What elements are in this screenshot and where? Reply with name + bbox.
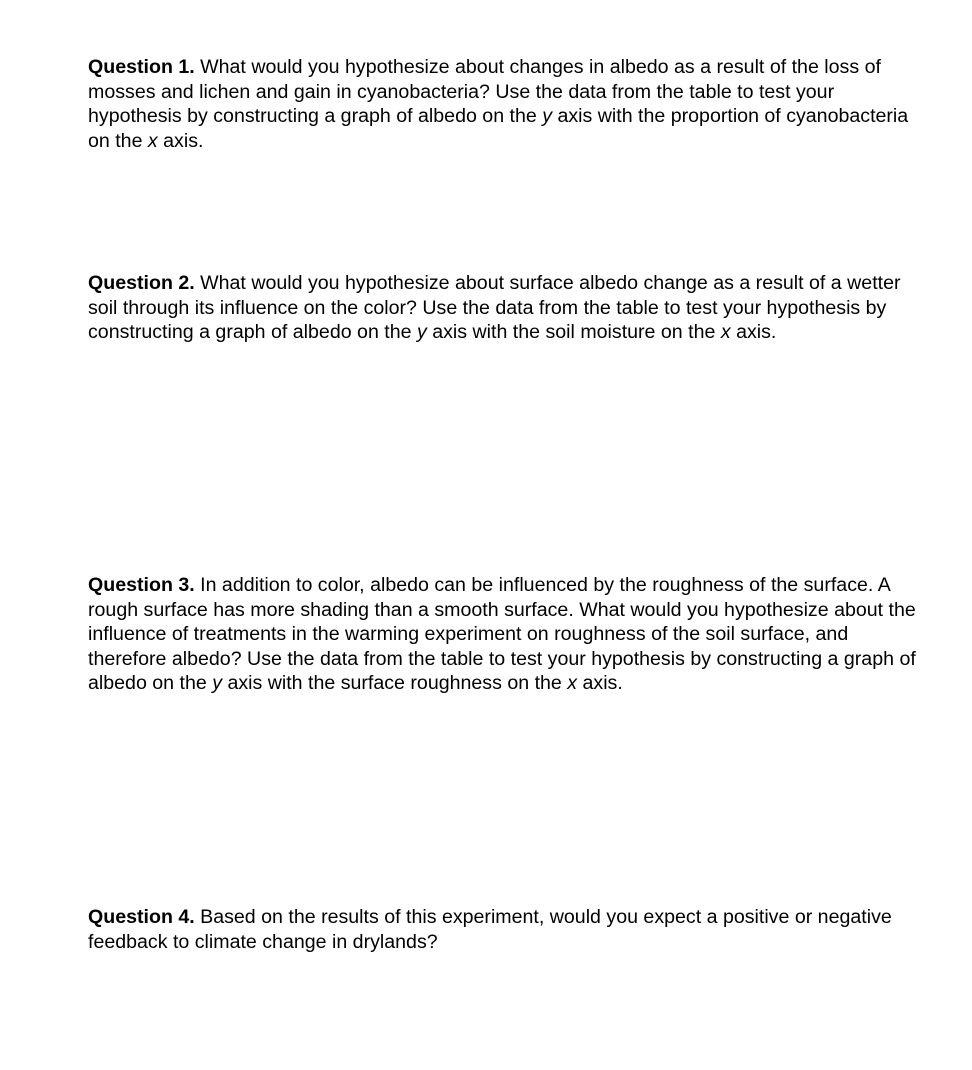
question-4-text: Based on the results of this experiment, would you expect a positive or negative feedback to climate change in drylands? [88,906,892,953]
question-1-label: Question 1. [88,56,195,78]
question-2 [88,271,918,345]
question-1-text: axis. [157,129,204,152]
x-axis-variable: x [720,321,731,343]
question-1 [88,55,918,153]
question-2-text: What would you hypothesize about surface albedo change as a result of a wetter soil through its influence on the color? Use the data from the table to test your hypothesis by constructing a graph of albedo on the [88,272,901,343]
question-2-text: axis with the soil moisture on the [426,321,721,343]
question-2-label: Question 2. [88,272,195,294]
question-3-text: axis. [577,672,623,694]
question-3-label: Question 3. [88,574,195,596]
question-3-text: axis with the surface roughness on the [222,672,568,694]
question-1-text: axis with the proportion of cyanobacteria on the [88,105,909,152]
question-3-text: In addition to color, albedo can be influenced by the roughness of the surface. A rough surface has more shading than a smooth surface. What would you hypothesize about the influence of treatments in the warming experiment on roughness of the soil surface, and therefore albedo? Use the data from the table to test your hypothesis by constructing a graph of albedo on the [88,574,916,694]
question-1-text: What would you hypothesize about changes in albedo as a result of the loss of mosses and lichen and gain in cyanobacteria? Use the data from the table to test your hypothesis by constructing a graph of albedo on the [88,56,881,127]
x-axis-variable: x [147,129,158,152]
y-axis-variable: y [416,321,427,343]
question-3 [88,573,918,696]
y-axis-variable: y [542,105,553,127]
question-4-label: Question 4. [88,906,195,928]
question-2-text: axis. [730,321,777,343]
y-axis-variable: y [212,672,222,694]
question-4 [88,905,918,954]
x-axis-variable: x [567,672,578,694]
